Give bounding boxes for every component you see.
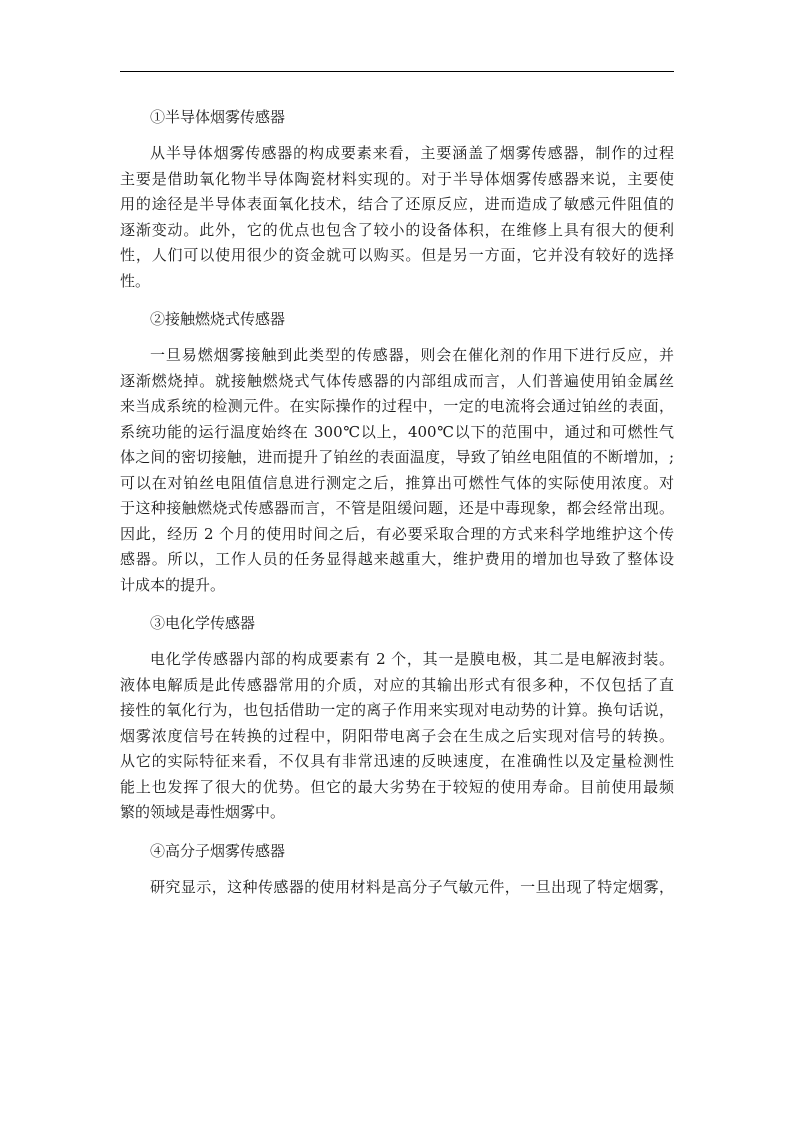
- text-line: 一旦易燃烟雾接触到此类型的传感器，则会在催化剂的作用下进行反应，并: [150, 346, 674, 364]
- text-line: 计成本的提升。: [120, 575, 226, 594]
- text-line: 从它的实际特征来看，不仅具有非常迅速的反映速度，在准确性以及定量检测性: [120, 752, 674, 770]
- text-line: 因此，经历 2 个月的使用时间之后，有必要采取合理的方式来科学地维护这个传: [120, 524, 674, 543]
- section-paragraph-electrochemical: [120, 647, 674, 826]
- text-line: 接性的氧化行为，也包括借助一定的离子作用来实现对电动势的计算。换句话说，: [120, 701, 674, 719]
- text-line: 能上也发挥了很大的优势。但它的最大劣势在于较短的使用寿命。目前使用最频: [120, 777, 674, 796]
- text-line: 逐渐变动。此外，它的优点也包含了较小的设备体积，在维修上具有很大的便利: [120, 220, 674, 239]
- section-heading-polymer: ④高分子烟雾传感器: [150, 841, 286, 860]
- text-line: 性，人们可以使用很少的资金就可以购买。但是另一方面，它并没有较好的选择: [120, 246, 674, 264]
- text-line: 电化学传感器内部的构成要素有 2 个，其一是膜电极，其二是电解液封装。: [150, 650, 674, 668]
- section-paragraph-catalytic-combustion: [120, 343, 674, 598]
- text-line: 感器。所以，工作人员的任务显得越来越重大，维护费用的增加也导致了整体设: [120, 550, 674, 568]
- document-body: [120, 102, 674, 910]
- text-line: 逐渐燃烧掉。就接触燃烧式气体传感器的内部组成而言，人们普遍使用铂金属丝: [120, 371, 674, 390]
- text-line: 研究显示，这种传感器的使用材料是高分子气敏元件，一旦出现了特定烟雾，: [150, 877, 674, 896]
- section-heading-semiconductor: ①半导体烟雾传感器: [150, 108, 286, 126]
- text-line: 从半导体烟雾传感器的构成要素来看，主要涵盖了烟雾传感器，制作的过程: [150, 144, 674, 162]
- text-line: 来当成系统的检测元件。在实际操作的过程中，一定的电流将会通过铂丝的表面，: [120, 397, 674, 415]
- header-rule: [120, 71, 674, 72]
- text-line: 用的途径是半导体表面氧化技术，结合了还原反应，进而造成了敏感元件阻值的: [120, 195, 674, 213]
- text-line: 可以在对铂丝电阻值信息进行测定之后，推算出可燃性气体的实际使用浓度。对: [120, 473, 674, 492]
- text-line: 液体电解质是此传感器常用的介质，对应的其输出形式有很多种，不仅包括了直: [120, 675, 674, 694]
- text-line: 于这种接触燃烧式传感器而言，不管是阻缓问题，还是中毒现象，都会经常出现。: [120, 499, 674, 517]
- section-paragraph-polymer: [120, 875, 674, 901]
- text-line: 系统功能的运行温度始终在 300℃以上，400℃以下的范围中，通过和可燃性气: [120, 422, 674, 441]
- text-line: 繁的领域是毒性烟雾中。: [120, 803, 286, 821]
- section-heading-catalytic-combustion: ②接触燃烧式传感器: [150, 310, 286, 328]
- text-line: 主要是借助氧化物半导体陶瓷材料实现的。对于半导体烟雾传感器来说，主要使: [120, 169, 674, 188]
- text-line: 性。: [120, 271, 151, 290]
- text-line: 烟雾浓度信号在转换的过程中，阴阳带电离子会在生成之后实现对信号的转换。: [120, 726, 674, 745]
- text-line: 体之间的密切接触，进而提升了铂丝的表面温度，导致了铂丝电阻值的不断增加，;: [120, 448, 674, 466]
- section-paragraph-semiconductor: [120, 141, 674, 294]
- section-heading-electrochemical: ③电化学传感器: [150, 614, 256, 632]
